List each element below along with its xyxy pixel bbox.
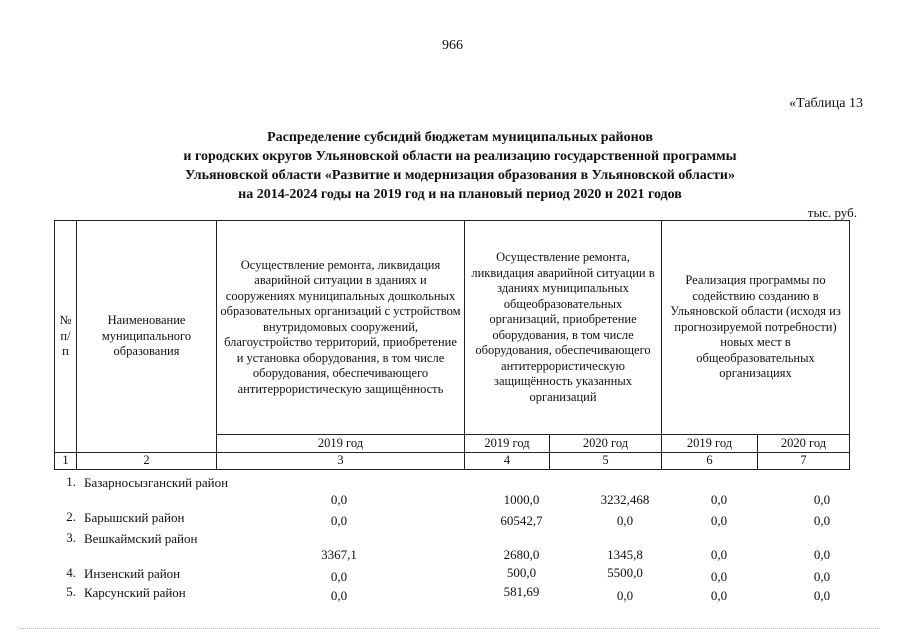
header-col-a: Осуществление ремонта, ликвидация аварийной ситуации в зданиях и сооружениях муниципальных дошкольных образовательных организаций с устройством внутридомовых сооружений, благоустройство территорий, приобретение и установка оборудования, в том числе оборудования, обеспечивающего антитеррористическую защищённость [217,221,465,435]
column-number: 1 [55,453,77,470]
row-name: Базарносызганский район [84,475,229,490]
row-name: Карсунский район [84,585,186,600]
header-col-c: Реализация программы по содействию созданию в Ульяновской области (исходя из прогнозируемой потребности) новых мест в общеобразовательных организациях [662,221,850,435]
subsidy-table-header [54,220,850,470]
title-line: и городских округов Ульяновской области на реализацию государственной программы [183,149,737,164]
row-value: 0,0 [710,588,728,603]
header-year: 2019 год [662,435,758,453]
row-value: 0,0 [616,513,634,528]
row-value: 5500,0 [607,565,643,580]
row-number: 4. [66,565,76,580]
row-value: 60542,7 [500,513,543,528]
row-value: 3232,468 [600,492,650,507]
row-number: 5. [66,584,76,599]
title-line: Распределение субсидий бюджетам муниципальных районов [267,130,653,145]
title-line: на 2014-2024 годы на 2019 год и на плановый период 2020 и 2021 годов [238,187,682,202]
row-value: 3367,1 [321,547,357,562]
row-value: 0,0 [710,492,728,507]
header-col-b: Осуществление ремонта, ликвидация аварийной ситуации в зданиях муниципальных общеобразовательных организаций, приобретение оборудования, в том числе оборудования, обеспечивающего антитеррористическую защищённость указанных организаций [465,221,662,435]
row-number: 3. [66,530,76,545]
column-number: 6 [662,453,758,470]
units-label: тыс. руб. [807,205,857,220]
column-number: 4 [465,453,550,470]
page-number: 966 [442,38,463,53]
row-value: 500,0 [506,565,537,580]
column-number: 3 [217,453,465,470]
row-value: 0,0 [710,569,728,584]
row-value: 0,0 [813,492,831,507]
header-year: 2020 год [550,435,662,453]
row-name: Барышский район [84,510,185,525]
row-value: 0,0 [710,547,728,562]
table-label: «Таблица 13 [789,96,863,111]
row-value: 0,0 [813,588,831,603]
bottom-divider [20,628,880,629]
row-value: 581,69 [503,584,540,599]
column-number: 2 [77,453,217,470]
header-year: 2020 год [758,435,850,453]
header-name: Наименование муниципального образования [77,221,217,453]
row-name: Вешкаймский район [84,531,198,546]
row-value: 1345,8 [607,547,643,562]
row-value: 0,0 [330,569,348,584]
row-value: 2680,0 [503,547,540,562]
column-number: 7 [758,453,850,470]
row-value: 1000,0 [503,492,540,507]
header-year: 2019 год [217,435,465,453]
header-year: 2019 год [465,435,550,453]
row-number: 2. [66,509,76,524]
row-value: 0,0 [330,588,348,603]
row-value: 0,0 [813,547,831,562]
header-num: № п/п [55,221,77,453]
title-line: Ульяновской области «Развитие и модернизация образования в Ульяновской области» [185,168,735,183]
row-value: 0,0 [616,588,634,603]
column-number: 5 [550,453,662,470]
row-value: 0,0 [710,513,728,528]
row-value: 0,0 [330,492,348,507]
document-title [100,128,820,204]
row-name: Инзенский район [84,566,181,581]
row-value: 0,0 [813,513,831,528]
row-value: 0,0 [330,513,348,528]
row-number: 1. [66,474,76,489]
row-value: 0,0 [813,569,831,584]
